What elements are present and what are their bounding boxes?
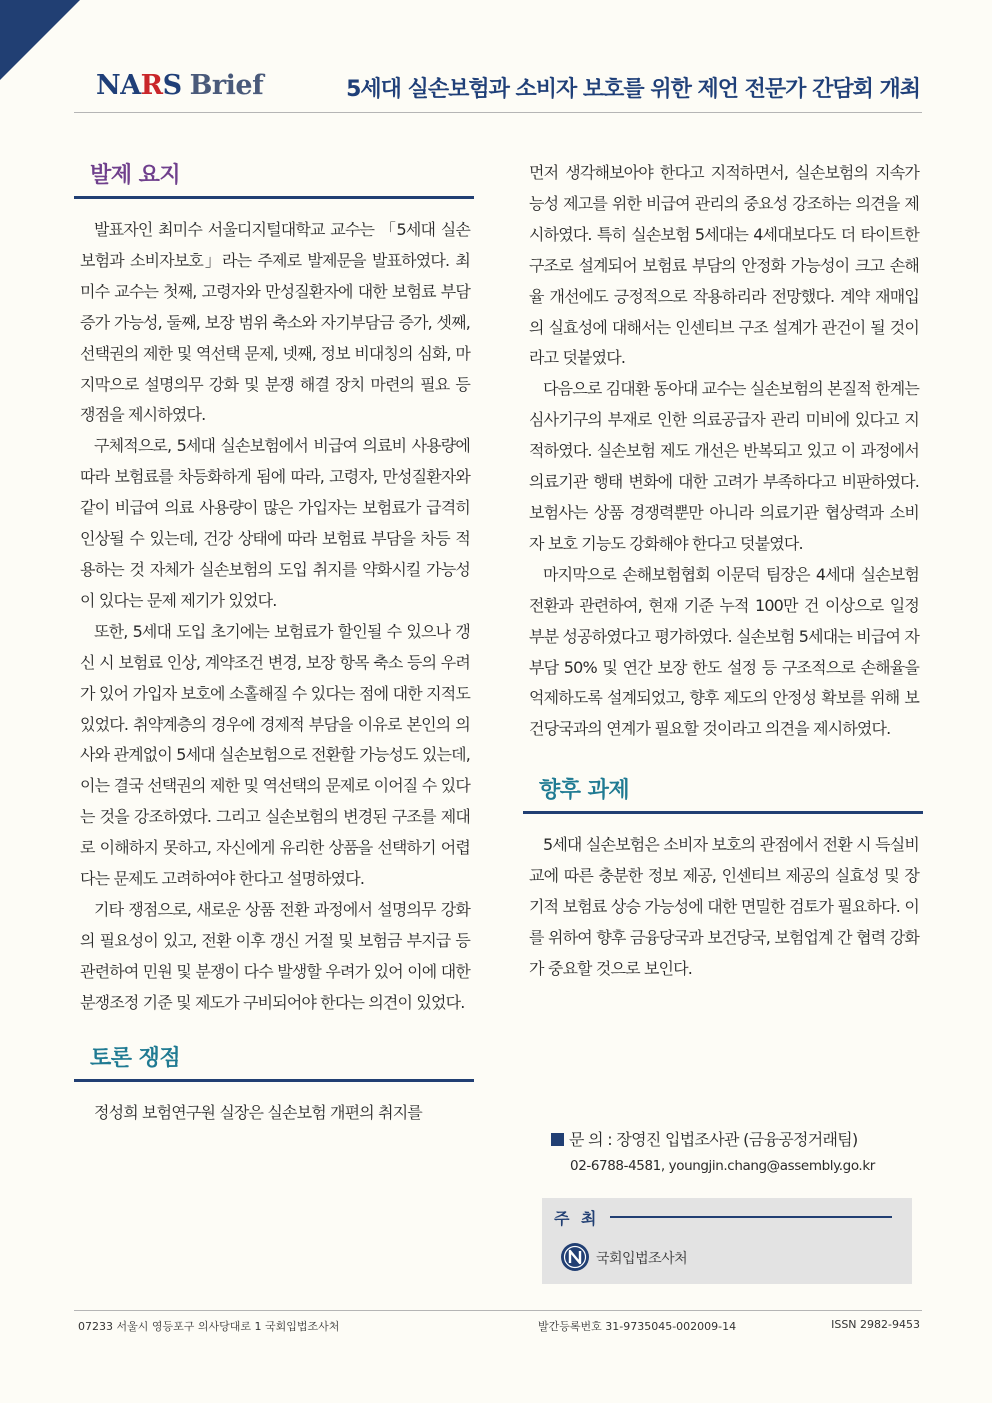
summary-paragraph: 또한, 5세대 도입 초기에는 보험료가 할인될 수 있으나 갱신 시 보험료 인상, 계약조건 변경, 보장 항목 축소 등의 우려가 있어 가입자 보호에 소홀해질 수 있다는 점에 대한 지적도 있었다. 취약계층의 경우에 경제적 부담을 이유로 본인의 의사와 관계없이 5세대 실손보험으로 전환할 가능성도 있는데, 이는 결국 선택권의 제한 및 역선택의 문제로 이어질 수 있다는 것을 강조하였다. 그리고 실손보험의 변경된 구조를 제대로 이해하지 못하고, 자신에게 유리한 상품을 선택하기 어렵다는 문제도 고려하여야 한다고 설명하였다. (80, 621, 470, 889)
host-name: 국회입법조사처 (596, 1251, 688, 1267)
host-label: 주 최 (554, 1209, 600, 1228)
corner-triangle-decoration (0, 0, 80, 80)
left-column (74, 156, 474, 1128)
nars-emblem-icon (560, 1242, 590, 1272)
contact-phone-email: 02-6788-4581, youngjin.chang@assembly.go.kr (570, 1158, 875, 1174)
right-column (523, 158, 923, 985)
contact-line: 문 의 : 장영진 입법조사관 (금융공정거래팀) (569, 1130, 858, 1149)
section-title-discussion: 토론 쟁점 (74, 1039, 474, 1082)
footer-address: 07233 서울시 영등포구 의사당대로 1 국회입법조사처 (78, 1320, 340, 1333)
summary-paragraph: 구체적으로, 5세대 실손보험에서 비급여 의료비 사용량에 따라 보험료를 차등화하게 됨에 따라, 고령자, 만성질환자와 같이 비급여 의료 사용량이 많은 가입자는 보험료가 급격히 인상될 수 있는데, 건강 상태에 따라 보험료 부담을 차등 적용하는 것 자체가 실손보험의 도입 취지를 약화시킬 가능성이 있다는 문제 제기가 있었다. (80, 436, 470, 610)
page-title: 5세대 실손보험과 소비자 보호를 위한 제언 전문가 간담회 개최 (346, 77, 920, 102)
host-divider (610, 1216, 892, 1218)
contact-info (551, 1127, 921, 1179)
page-footer (74, 1310, 922, 1333)
section-title-future: 향후 과제 (523, 771, 923, 814)
future-paragraph: 5세대 실손보험은 소비자 보호의 관점에서 전환 시 득실비교에 따른 충분한 정보 제공, 인센티브 제공의 실효성 및 장기적 보험료 상승 가능성에 대한 면밀한 검토가 필요하다. 이를 위하여 향후 금융당국과 보건당국, 보험업계 간 협력 강화가 중요할 것으로 보인다. (529, 835, 919, 978)
footer-issn: ISSN 2982-9453 (831, 1318, 920, 1331)
square-bullet-icon (551, 1133, 564, 1146)
discussion-paragraph: 마지막으로 손해보험협회 이문덕 팀장은 4세대 실손보험 전환과 관련하여, 현재 기준 누적 100만 건 이상으로 일정 부분 성공하였다고 평가하였다. 실손보험 5세대는 비급여 자부담 50% 및 연간 보장 한도 설정 등 구조적으로 손해율을 억제하도록 설계되었고, 향후 제도의 안정성 확보를 위해 보건당국과의 연계가 필요할 것이라고 의견을 제시하였다. (529, 564, 919, 739)
summary-paragraph: 발표자인 최미수 서울디지털대학교 교수는 「5세대 실손보험과 소비자보호」라는 주제로 발제문을 발표하였다. 최미수 교수는 첫째, 고령자와 만성질환자에 대한 보험료 부담 증가 가능성, 둘째, 보장 범위 축소와 자기부담금 증가, 셋째, 선택권의 제한 및 역선택 문제, 넷째, 정보 비대칭의 심화, 마지막으로 설명의무 강화 및 분쟁 해결 장치 마련의 필요 등 쟁점을 제시하였다. (80, 220, 470, 425)
discussion-paragraph-continued: 먼저 생각해보아야 한다고 지적하면서, 실손보험의 지속가능성 제고를 위한 비급여 관리의 중요성 강조하는 의견을 제시하였다. 특히 실손보험 5세대는 4세대보다도 더 타이트한 구조로 설계되어 보험료 부담의 안정화 가능성이 크고 손해율 개선에도 긍정적으로 작용하리라 전망했다. 계약 재매입의 실효성에 대해서는 인센티브 구조 설계가 관건이 될 것이라고 덧붙였다. (529, 163, 919, 368)
host-box (542, 1198, 912, 1284)
footer-registration-number: 발간등록번호 31-9735045-002009-14 (538, 1320, 737, 1333)
page-header (74, 62, 922, 113)
nars-brief-logo: NARS Brief (96, 70, 264, 101)
discussion-paragraph-start: 정성희 보험연구원 실장은 실손보험 개편의 취지를 (94, 1102, 422, 1122)
discussion-paragraph: 다음으로 김대환 동아대 교수는 실손보험의 본질적 한계는 심사기구의 부재로 인한 의료공급자 관리 미비에 있다고 지적하였다. 실손보험 제도 개선은 반복되고 있고 이 과정에서 의료기관 행태 변화에 대한 고려가 부족하다고 비판하였다. 보험사는 상품 경쟁력뿐만 아니라 의료기관 협상력과 소비자 보호 기능도 강화해야 한다고 덧붙였다. (529, 379, 919, 553)
summary-paragraph: 기타 쟁점으로, 새로운 상품 전환 과정에서 설명의무 강화의 필요성이 있고, 전환 이후 갱신 거절 및 보험금 부지급 등 관련하여 민원 및 분쟁이 다수 발생할 우려가 있어 이에 대한 분쟁조정 기준 및 제도가 구비되어야 한다는 의견이 있었다. (80, 899, 470, 1012)
section-title-summary: 발제 요지 (74, 156, 474, 199)
